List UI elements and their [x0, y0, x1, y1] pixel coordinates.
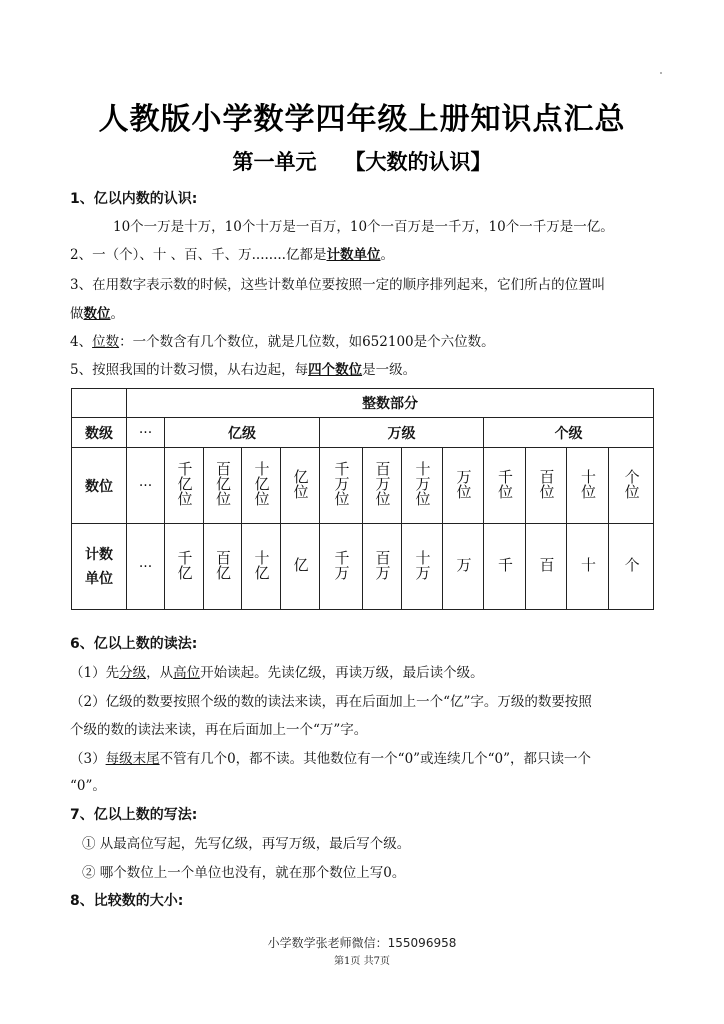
unit-text: 十 — [579, 557, 597, 572]
section-6-p3 — [70, 747, 670, 767]
section-5-a: 5、按照我国的计数习惯，从右边起，每 — [70, 362, 309, 378]
section-3-line2 — [70, 302, 670, 322]
unit-title — [0, 146, 724, 176]
place-text: 十万位 — [413, 461, 432, 506]
place-cell — [242, 448, 281, 524]
table-header: 整数部分 — [127, 389, 654, 418]
place-text: 千万位 — [332, 461, 351, 506]
row-label-level: 数级 — [72, 418, 127, 448]
unit-cell — [363, 524, 402, 610]
section-7-item-1: ① 从最高位写起，先写亿级，再写万级，最后写个级。 — [82, 836, 411, 852]
section-2-a: 2、一（个）、十 、百、千、万........亿都是 — [70, 247, 327, 263]
place-text: 十位 — [579, 468, 597, 499]
place-cell — [402, 448, 443, 524]
place-text: 千亿位 — [175, 461, 194, 506]
section-3-line1: 3、在用数字表示数的时候，这些计数单位要按照一定的顺序排列起来，它们所占的位置叫 — [70, 277, 606, 293]
place-cell — [281, 448, 320, 524]
footer-contact: 小学数学张老师微信：155096958 — [267, 936, 457, 950]
section-7-item-2: ② 哪个数位上一个单位也没有，就在那个数位上写0。 — [82, 865, 406, 881]
unit-name: 【大数的认识】 — [344, 149, 492, 174]
section-5-b: 是一级。 — [362, 362, 417, 378]
place-text: 百万位 — [373, 461, 392, 506]
place-cell — [204, 448, 242, 524]
unit-text: 亿 — [291, 557, 310, 572]
place-text: 个位 — [622, 468, 641, 499]
unit-cell — [242, 524, 281, 610]
section-6-p1-a: （1）先 — [70, 665, 120, 681]
unit-text: 个 — [622, 557, 641, 572]
place-cell — [484, 448, 526, 524]
unit-text: 十万 — [413, 549, 432, 580]
section-5 — [70, 358, 670, 378]
term-high-place: 高位 — [173, 665, 201, 681]
section-6-p1-b: ，从 — [146, 665, 174, 681]
term-grouping: 分级 — [119, 665, 147, 681]
unit-text: 百亿 — [214, 549, 232, 580]
section-6-heading: 6、亿以上数的读法: — [70, 636, 198, 652]
section-6-p1 — [70, 661, 670, 681]
section-4-b: ：一个数含有几个数位，就是几位数，如652100是个六位数。 — [119, 334, 495, 350]
unit-text: 千亿 — [175, 549, 194, 580]
section-6-p1-c: 开始读起。先读亿级，再读万级，最后读个级。 — [200, 665, 484, 681]
unit-text: 万 — [454, 557, 473, 572]
ellipsis-cell: ··· — [127, 448, 165, 524]
unit-cell — [165, 524, 204, 610]
section-6-p2-line1: （2）亿级的数要按照个级的数的读法来读，再在后面加上一个“亿”字。万级的数要按照 — [70, 694, 592, 710]
section-3-b: 。 — [110, 306, 124, 322]
section-7-heading: 7、亿以上数的写法: — [70, 807, 198, 823]
unit-text: 百 — [537, 557, 556, 572]
place-cell — [363, 448, 402, 524]
place-cell — [443, 448, 484, 524]
place-value-table — [71, 388, 654, 610]
ellipsis-cell: ··· — [127, 418, 165, 448]
section-2-b: 。 — [380, 247, 394, 263]
section-6-p2-line2: 个级的数的读法来读，再在后面加上一个“万”字。 — [70, 722, 368, 738]
place-text: 百位 — [537, 468, 556, 499]
section-6-p3-a: （3） — [70, 751, 106, 767]
level-wan: 万级 — [320, 418, 484, 448]
ellipsis-cell: ··· — [127, 524, 165, 610]
section-1-heading: 1、亿以内数的认识: — [70, 191, 198, 207]
place-text: 亿位 — [291, 468, 310, 499]
row-label-unit — [72, 524, 127, 610]
page-title: 人教版小学数学四年级上册知识点汇总 — [98, 102, 626, 137]
place-text: 十亿位 — [252, 461, 271, 506]
unit-text: 百万 — [373, 549, 392, 580]
unit-cell — [567, 524, 609, 610]
unit-cell — [204, 524, 242, 610]
unit-text: 千万 — [332, 549, 351, 580]
unit-cell — [281, 524, 320, 610]
unit-cell — [526, 524, 567, 610]
unit-cell — [320, 524, 363, 610]
unit-cell — [609, 524, 654, 610]
section-6-p3-b: 不管有几个0，都不读。其他数位有一个“0”或连续几个“0”，都只读一个 — [159, 751, 591, 767]
place-cell — [609, 448, 654, 524]
section-2 — [70, 243, 670, 263]
term-place: 数位 — [83, 306, 111, 322]
section-4 — [70, 330, 670, 350]
place-text: 百亿位 — [214, 461, 232, 506]
place-cell — [526, 448, 567, 524]
scan-dot — [660, 72, 662, 74]
term-four-places: 四个数位 — [308, 362, 363, 378]
place-cell — [567, 448, 609, 524]
level-yi: 亿级 — [165, 418, 320, 448]
level-ge: 个级 — [484, 418, 654, 448]
section-1-text: 10个一万是十万，10个十万是一百万，10个一百万是一千万，10个一千万是一亿。 — [113, 219, 614, 235]
place-text: 万位 — [454, 468, 473, 499]
section-4-a: 4、 — [70, 334, 93, 350]
place-cell — [165, 448, 204, 524]
term-level-end: 每级末尾 — [105, 751, 160, 767]
section-8-heading: 8、比较数的大小: — [70, 893, 184, 909]
footer-page-number: 第1页 共7页 — [334, 956, 390, 967]
term-counting-unit: 计数单位 — [326, 247, 381, 263]
place-cell — [320, 448, 363, 524]
row-label-place: 数位 — [72, 448, 127, 524]
section-3-a: 做 — [70, 306, 84, 322]
section-6-p3-line2: “0”。 — [70, 778, 106, 794]
unit-cell — [484, 524, 526, 610]
term-digits: 位数 — [92, 334, 120, 350]
unit-text: 十亿 — [252, 549, 271, 580]
unit-label: 第一单元 — [232, 149, 317, 174]
row-label-unit-text: 计数单位 — [85, 546, 113, 587]
unit-cell — [443, 524, 484, 610]
place-text: 千位 — [496, 468, 514, 499]
unit-text: 千 — [496, 557, 514, 572]
unit-cell — [402, 524, 443, 610]
